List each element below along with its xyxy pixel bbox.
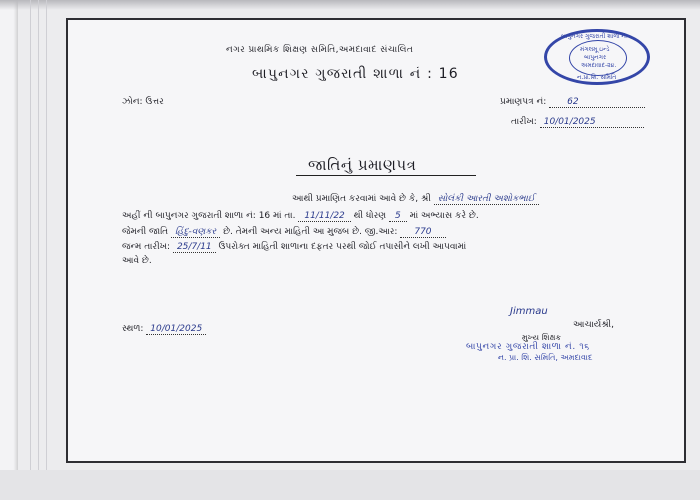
body-text: જન્મ તારીખ: bbox=[122, 242, 171, 252]
page-edge-line bbox=[46, 0, 47, 500]
body-text: જેમની જાતિ bbox=[122, 227, 169, 237]
body-text: આથી પ્રમાણિત કરવામાં આવે છે કે, શ્રી bbox=[292, 194, 431, 204]
seal-center-text: અમદાવાદ-૨૪. bbox=[581, 62, 617, 69]
committee-stamp: ન. પ્રા. શિ. સમિતિ, અમદાવાદ bbox=[498, 353, 593, 362]
caste-value: હિંદુ-વણકર bbox=[171, 227, 220, 238]
body-text: અહીં ની બાપુનગર ગુજરાતી શાળા નં: 16 માં તા. bbox=[122, 211, 296, 221]
school-name: બાપુનગર ગુજરાતી શાળા નં : 16 bbox=[252, 66, 459, 82]
place-value: 10/01/2025 bbox=[146, 324, 206, 335]
date-label: તારીખ: bbox=[511, 117, 537, 127]
zone-label: ઝોન: ઉત્તર bbox=[122, 97, 164, 107]
body-line-5: આવે છે. bbox=[122, 256, 152, 266]
page-edge-line bbox=[30, 0, 31, 500]
date-value: 10/01/2025 bbox=[540, 117, 644, 128]
certificate-title: જાતિનું પ્રમાણપત્ર bbox=[308, 156, 417, 174]
student-name: સોલંકી આરતી અશોકભાઈ bbox=[434, 194, 539, 205]
seal-bottom-text: ન.પ્રા.શિ. સમિતિ bbox=[577, 74, 617, 81]
body-line-3 bbox=[122, 227, 446, 238]
gr-number: 770 bbox=[400, 227, 445, 238]
place-label: સ્થળ: bbox=[122, 324, 144, 334]
principal-label: આચાર્યશ્રી, bbox=[573, 320, 614, 330]
cert-no-value: 62 bbox=[549, 97, 645, 108]
top-shadow bbox=[0, 0, 700, 10]
place-line bbox=[122, 324, 206, 335]
page-edge-line bbox=[38, 0, 39, 500]
body-text: થી ધોરણ bbox=[353, 211, 387, 221]
school-seal bbox=[544, 29, 650, 85]
cert-no-label: પ્રમાણપત્ર નં: bbox=[500, 97, 547, 107]
body-text: માં અભ્યાસ કરે છે. bbox=[409, 211, 479, 221]
certificate-number bbox=[500, 97, 645, 108]
seal-center-text: મંગલમૂ ઇન્ડે bbox=[580, 46, 610, 53]
seal-top-text: બાપુનગર ગુજરાતી શાળા નં. bbox=[561, 33, 628, 40]
bottom-margin bbox=[0, 470, 700, 500]
standard-value: 5 bbox=[389, 211, 407, 222]
org-line: નગર પ્રાથમિક શિક્ષણ સમિતિ,અમદાવાદ સંચાલિત bbox=[226, 45, 414, 55]
principal-signature: Jimmau bbox=[510, 306, 548, 317]
principal-subtitle: મુખ્ય શિક્ષક bbox=[522, 333, 562, 342]
body-text: ઉપરોક્ત માહિતી શાળાના દફતર પરથી જોઈ તપાસીને લખી આપવામાં bbox=[218, 242, 467, 252]
certificate-date bbox=[511, 117, 644, 128]
body-line-4 bbox=[122, 242, 466, 253]
body-text: છે. તેમની અન્ય માહિતી આ મુજબ છે. જી.આર: bbox=[223, 227, 398, 237]
body-line-2 bbox=[122, 211, 479, 222]
birth-date: 25/7/11 bbox=[173, 242, 216, 253]
seal-center-text: બાપુનગર bbox=[584, 54, 607, 61]
admission-date: 11/11/22 bbox=[298, 211, 350, 222]
title-underline bbox=[296, 175, 476, 176]
school-stamp: બાપુનગર ગુજરાતી શાળા નં. ૧૬ bbox=[466, 342, 590, 352]
body-line-1 bbox=[292, 194, 539, 205]
